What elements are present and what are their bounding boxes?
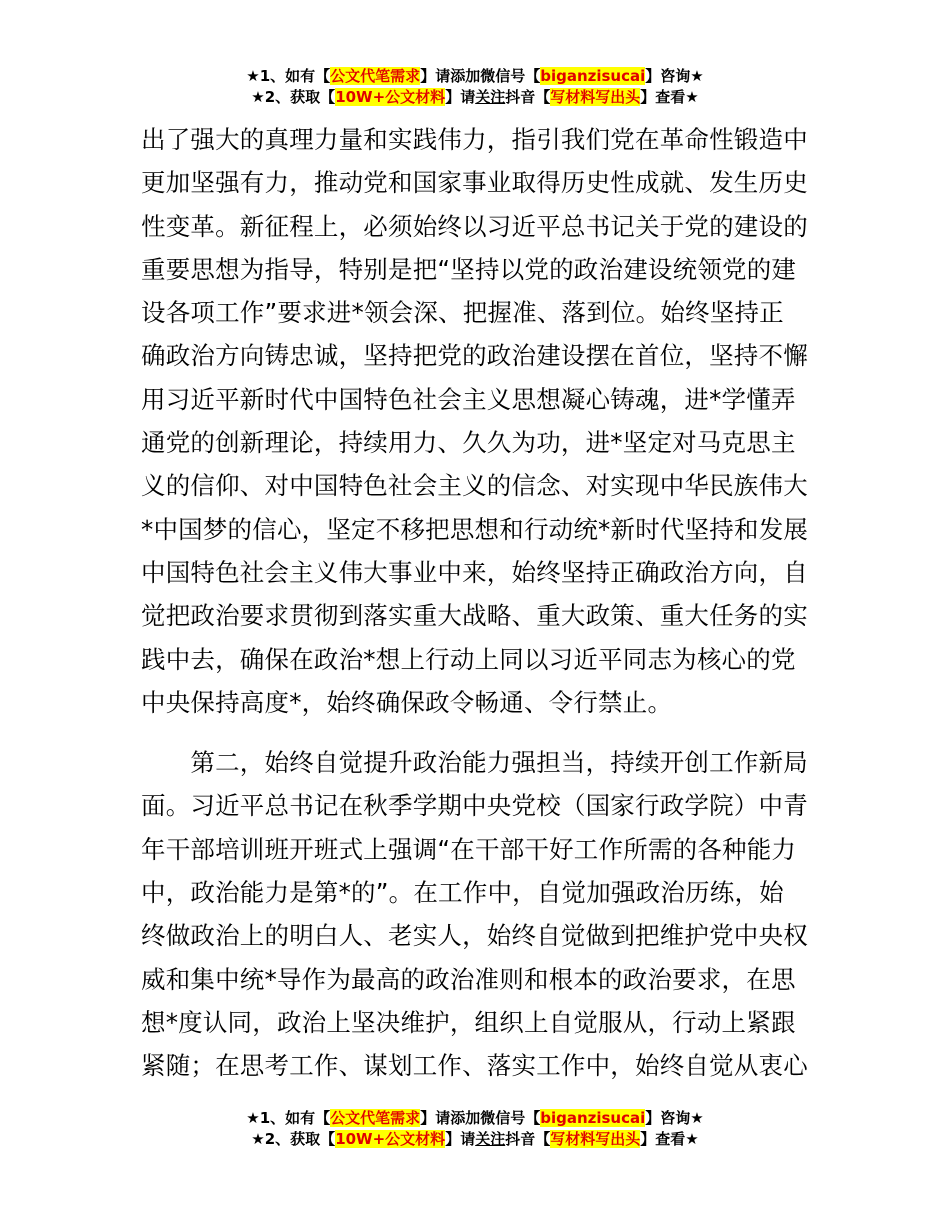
banner-line-2 bbox=[0, 1129, 950, 1150]
banner-text: 】咨询★ bbox=[645, 67, 704, 85]
text-line: 终做政治上的明白人、老实人，始终自觉做到把维护党中央权 bbox=[141, 921, 808, 951]
text-line: 中央保持高度*，始终确保政令畅通、令行禁止。 bbox=[141, 687, 673, 717]
banner-text: 】请 bbox=[445, 1130, 476, 1148]
text-line: 通党的创新理论，持续用力、久久为功，进*坚定对马克思主 bbox=[141, 428, 796, 458]
text-line: 威和集中统*导作为最高的政治准则和根本的政治要求，在思 bbox=[141, 964, 796, 994]
banner-text: ★2、获取【 bbox=[251, 1130, 336, 1148]
footer-banner bbox=[0, 1108, 950, 1150]
banner-text: 】请添加微信号【 bbox=[420, 67, 541, 85]
banner-text: 】查看★ bbox=[640, 1130, 699, 1148]
text-line: 年干部培训班开班式上强调“在干部干好工作所需的各种能力 bbox=[141, 834, 797, 864]
text-line: 义的信仰、对中国特色社会主义的信念、对实现中华民族伟大 bbox=[141, 471, 808, 501]
highlight-materials: 10W+公文材料 bbox=[335, 1130, 446, 1148]
text-line: 第二，始终自觉提升政治能力强担当，持续开创工作新局 bbox=[141, 748, 808, 778]
paragraph-1 bbox=[141, 118, 811, 724]
paragraph-2 bbox=[141, 741, 811, 1087]
banner-text: 】咨询★ bbox=[645, 1109, 704, 1127]
paragraph-gap bbox=[141, 724, 811, 741]
text-line: 觉把政治要求贯彻到落实重大战略、重大政策、重大任务的实 bbox=[141, 601, 808, 631]
text-line: 面。习近平总书记在秋季学期中央党校（国家行政学院）中青 bbox=[141, 791, 808, 821]
text-line: 性变革。新征程上，必须始终以习近平总书记关于党的建设的 bbox=[141, 211, 808, 241]
banner-follow-text: 关注 bbox=[475, 88, 506, 106]
banner-text: ★2、获取【 bbox=[251, 88, 336, 106]
banner-line-1 bbox=[0, 66, 950, 87]
header-banner bbox=[0, 66, 950, 108]
document-body bbox=[141, 118, 811, 1088]
highlight-service: 公文代笔需求 bbox=[330, 1109, 421, 1127]
banner-text: ★1、如有【 bbox=[246, 1109, 331, 1127]
highlight-douyin-account: 写材料写出头 bbox=[550, 1130, 641, 1148]
text-line: 想*度认同，政治上坚决维护，组织上自觉服从，行动上紧跟 bbox=[141, 1007, 796, 1037]
text-line: 中，政治能力是第*的”。在工作中，自觉加强政治历练，始 bbox=[141, 878, 784, 908]
banner-text: 】查看★ bbox=[640, 88, 699, 106]
highlight-wechat-id: biganzisucai bbox=[540, 67, 646, 85]
text-line: 中国特色社会主义伟大事业中来，始终坚持正确政治方向，自 bbox=[141, 557, 808, 587]
text-line: 更加坚强有力，推动党和国家事业取得历史性成就、发生历史 bbox=[141, 168, 808, 198]
text-line: 紧随；在思考工作、谋划工作、落实工作中，始终自觉从衷心 bbox=[141, 1051, 808, 1081]
text-line: 用习近平新时代中国特色社会主义思想凝心铸魂，进*学懂弄 bbox=[141, 384, 796, 414]
banner-text: 抖音【 bbox=[505, 1130, 551, 1148]
text-line: 践中去，确保在政治*想上行动上同以习近平同志为核心的党 bbox=[141, 644, 796, 674]
banner-line-2 bbox=[0, 87, 950, 108]
banner-follow-text: 关注 bbox=[475, 1130, 506, 1148]
text-line: 重要思想为指导，特别是把“坚持以党的政治建设统领党的建 bbox=[141, 254, 797, 284]
highlight-douyin-account: 写材料写出头 bbox=[550, 88, 641, 106]
highlight-wechat-id: biganzisucai bbox=[540, 1109, 646, 1127]
text-line: 出了强大的真理力量和实践伟力，指引我们党在革命性锻造中 bbox=[141, 125, 808, 154]
text-line: 确政治方向铸忠诚，坚持把党的政治建设摆在首位，坚持不懈 bbox=[141, 341, 808, 371]
banner-line-1 bbox=[0, 1108, 950, 1129]
banner-text: ★1、如有【 bbox=[246, 67, 331, 85]
banner-text: 】请 bbox=[445, 88, 476, 106]
highlight-materials: 10W+公文材料 bbox=[335, 88, 446, 106]
text-line: *中国梦的信心，坚定不移把思想和行动统*新时代坚持和发展 bbox=[141, 514, 809, 544]
text-line: 设各项工作”要求进*领会深、把握准、落到位。始终坚持正 bbox=[141, 298, 784, 328]
banner-text: 】请添加微信号【 bbox=[420, 1109, 541, 1127]
banner-text: 抖音【 bbox=[505, 88, 551, 106]
highlight-service: 公文代笔需求 bbox=[330, 67, 421, 85]
